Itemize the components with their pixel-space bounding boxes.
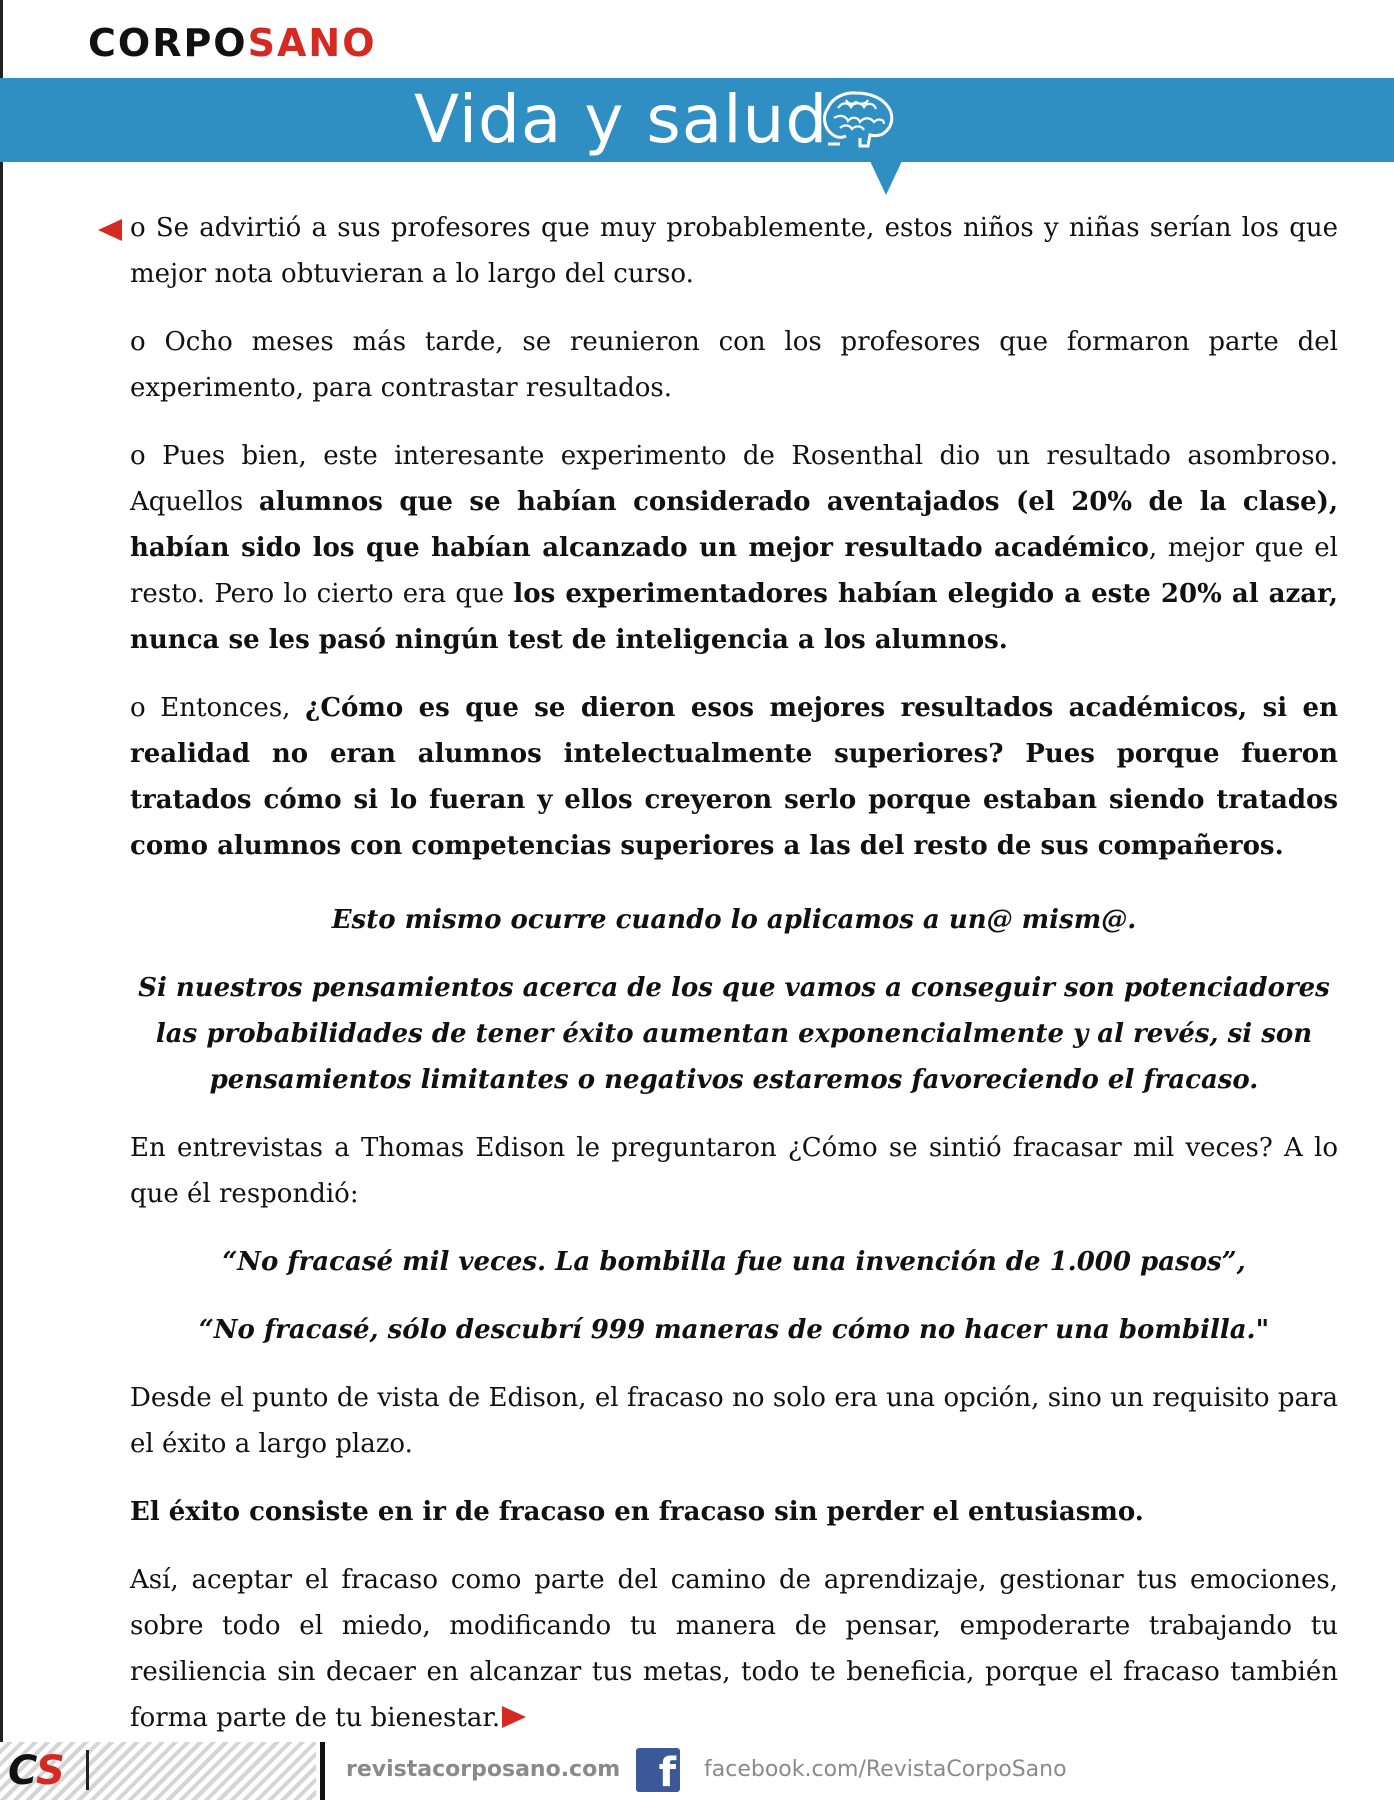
paragraph-3-text-a: o Pues bien, este interesante experimento de Rosenthal dio un resultado asombroso. Aquellos bbox=[130, 441, 1338, 517]
arrow-right-icon[interactable] bbox=[502, 1706, 526, 1728]
paragraph-8 bbox=[130, 1557, 1338, 1741]
edison-quote-2: “No fracasé, sólo descubrí 999 maneras de cómo no hacer una bombilla." bbox=[198, 1315, 1270, 1345]
footer-logo[interactable] bbox=[8, 1748, 65, 1794]
corposano-logo[interactable] bbox=[88, 18, 377, 68]
footer-logo-s: S bbox=[35, 1748, 65, 1794]
footer-logo-c: C bbox=[8, 1748, 36, 1794]
website-link[interactable]: revistacorposano.com bbox=[346, 1757, 621, 1782]
paragraph-3-bold-a: alumnos que se habían considerado aventajados (el 20% de la clase), habían sido los que habían alcanzado un mejor resultado académico bbox=[130, 487, 1338, 563]
arrow-left-icon[interactable] bbox=[98, 219, 122, 241]
paragraph-6: Desde el punto de vista de Edison, el fracaso no solo era una opción, sino un requisito para el éxito a largo plazo. bbox=[130, 1383, 1338, 1459]
paragraph-1: o Se advirtió a sus profesores que muy probablemente, estos niños y niñas serían los que mejor nota obtuvieran a lo largo del curso. bbox=[130, 213, 1338, 289]
paragraph-2: o Ocho meses más tarde, se reunieron con los profesores que formaron parte del experimento, para contrastar resultados. bbox=[130, 327, 1338, 403]
edison-quote-1: “No fracasé mil veces. La bombilla fue una invención de 1.000 pasos”, bbox=[222, 1247, 1246, 1277]
page-left-border bbox=[0, 0, 3, 1800]
section-title: Vida y salud bbox=[414, 81, 829, 158]
paragraph-7: El éxito consiste en ir de fracaso en fracaso sin perder el entusiasmo. bbox=[130, 1497, 1144, 1527]
logo-sano: SANO bbox=[247, 21, 377, 65]
article-body bbox=[130, 205, 1338, 1763]
paragraph-4 bbox=[130, 685, 1338, 869]
brain-icon bbox=[818, 88, 898, 152]
footer-divider bbox=[320, 1742, 325, 1800]
paragraph-4-bold: ¿Cómo es que se dieron esos mejores resultados académicos, si en realidad no eran alumnos intelectualmente superiores? Pues porque fueron tratados cómo si lo fueran y ellos creyeron serlo porque estaban siendo tratados como alumnos con competencias superiores a las del resto de sus compañeros. bbox=[130, 693, 1339, 861]
paragraph-3 bbox=[130, 433, 1338, 663]
quote-1: Esto mismo ocurre cuando lo aplicamos a un@ mism@. bbox=[331, 905, 1137, 935]
facebook-link[interactable]: facebook.com/RevistaCorpoSano bbox=[704, 1757, 1067, 1782]
paragraph-3-text-b: , mejor que el resto. Pero lo cierto era que bbox=[130, 533, 1338, 609]
paragraph-3-bold-b: los experimentadores habían elegido a este 20% al azar, nunca se les pasó ningún test de inteligencia a los alumnos. bbox=[130, 579, 1338, 655]
banner-notch bbox=[870, 161, 902, 195]
quote-2: Si nuestros pensamientos acerca de los que vamos a conseguir son potenciadores las probabilidades de tener éxito aumentan exponencialmente y al revés, si son pensamientos limitantes o negativos estaremos favoreciendo el fracaso. bbox=[138, 973, 1330, 1095]
paragraph-8-text: Así, aceptar el fracaso como parte del camino de aprendizaje, gestionar tus emociones, sobre todo el miedo, modificando tu manera de pensar, empoderarte trabajando tu resiliencia sin decaer en alcanzar tus metas, todo te beneficia, porque el fracaso también forma parte de tu bienestar. bbox=[130, 1565, 1338, 1733]
logo-corpo: CORPO bbox=[88, 21, 248, 65]
footer-logo-rule bbox=[86, 1750, 89, 1790]
paragraph-5: En entrevistas a Thomas Edison le preguntaron ¿Cómo se sintió fracasar mil veces? A lo que él respondió: bbox=[130, 1133, 1338, 1209]
facebook-icon[interactable]: f bbox=[636, 1748, 680, 1792]
paragraph-4-text: o Entonces, bbox=[130, 693, 306, 723]
